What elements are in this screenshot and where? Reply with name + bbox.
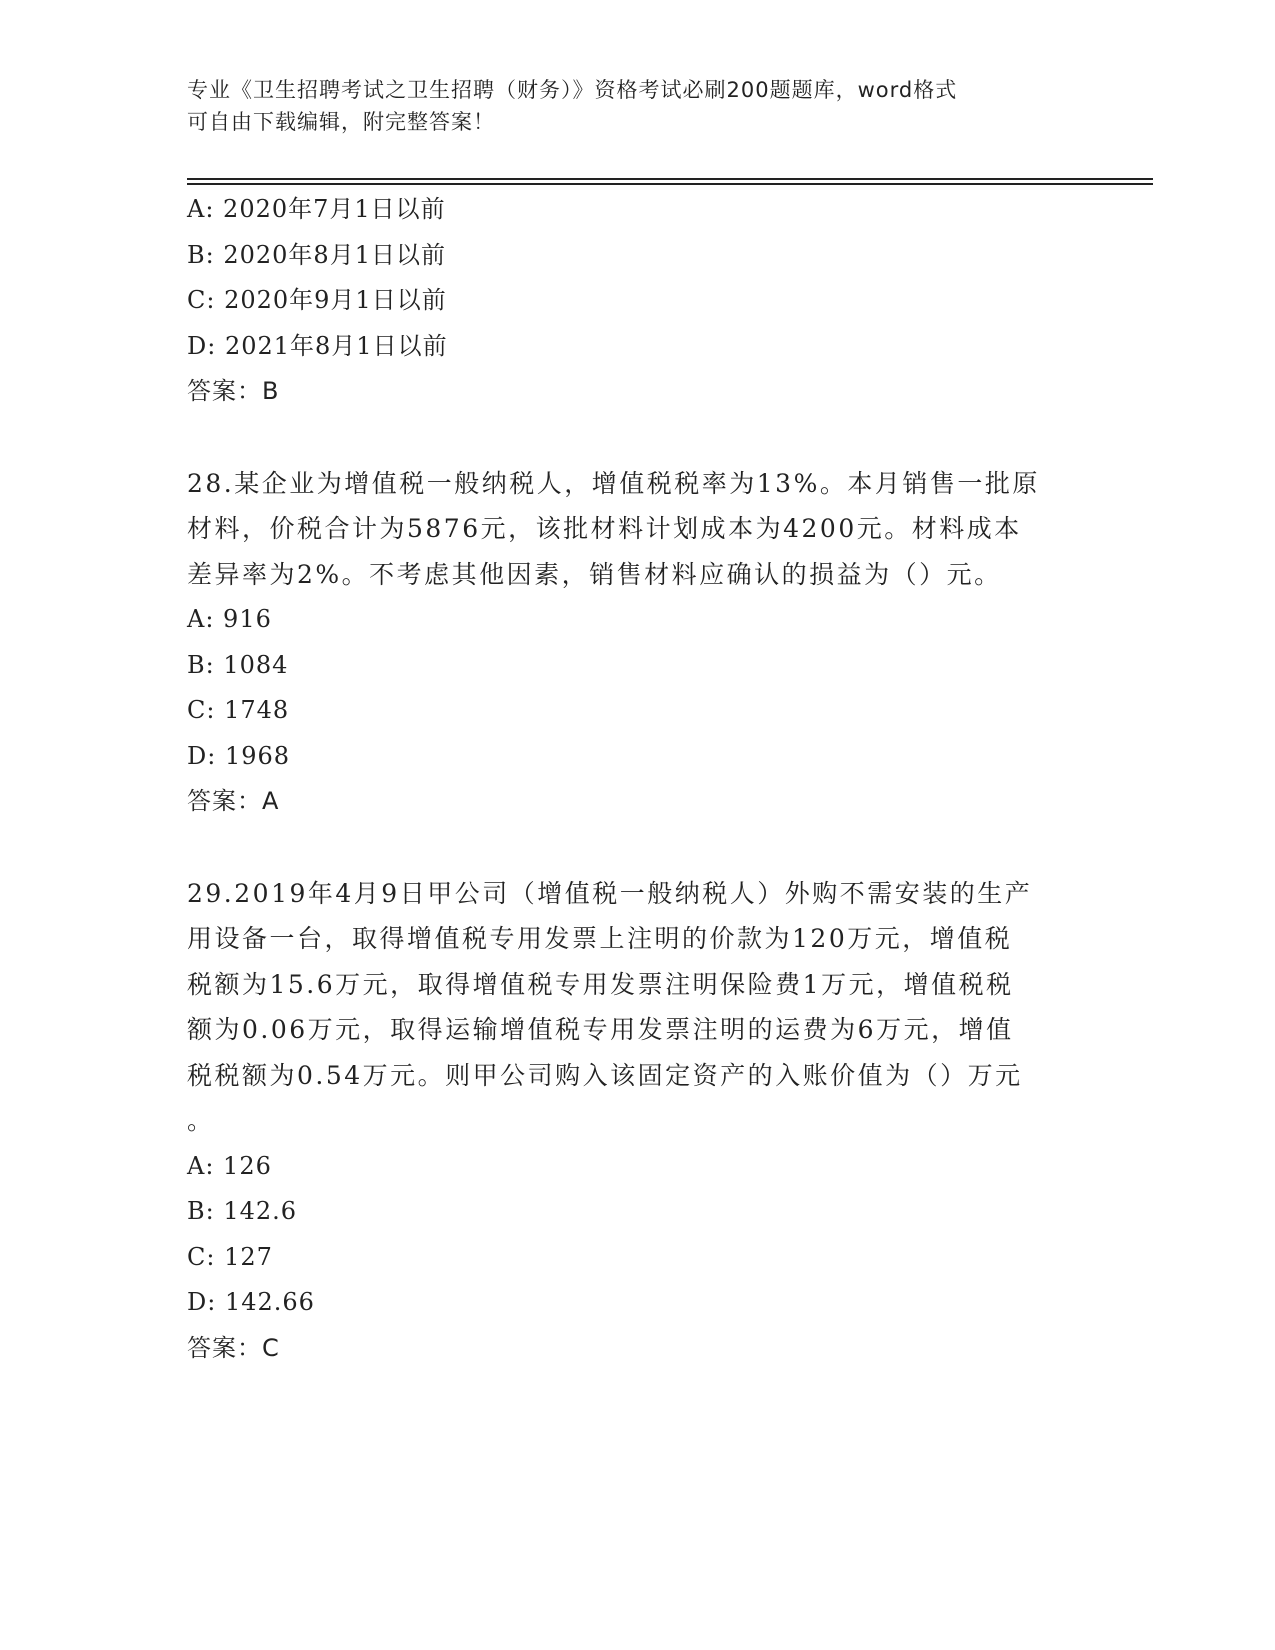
q28-text-line-3: 差异率为2%。不考虑其他因素，销售材料应确认的损益为（）元。: [187, 559, 1002, 589]
q29-text-line-1: 29.2019年4月9日甲公司（增值税一般纳税人）外购不需安装的生产: [187, 878, 1033, 908]
q29-option-c: C: 127: [187, 1242, 273, 1271]
q28-option-b: B: 1084: [187, 650, 289, 679]
q28-option-a: A: 916: [187, 605, 272, 633]
q29-text-line-2: 用设备一台，取得增值税专用发票上注明的价款为120万元，增值税: [187, 924, 1013, 953]
q27-answer: 答案：B: [187, 377, 280, 405]
spacer: [187, 415, 1087, 461]
q29-text-line-5: 税税额为0.54万元。则甲公司购入该固定资产的入账价值为（）万元: [187, 1060, 1023, 1090]
q28-option-d: D: 1968: [187, 741, 291, 770]
q27-option-c: C: 2020年9月1日以前: [187, 286, 447, 314]
header-title-line-1: 专业《卫生招聘考试之卫生招聘（财务）》资格考试必刷200题题库，word格式: [187, 78, 958, 102]
q27-option-a: A: 2020年7月1日以前: [187, 195, 446, 223]
question-28: [187, 461, 1087, 825]
q29-text-line-3: 税额为15.6万元，取得增值税专用发票注明保险费1万元，增值税税: [187, 969, 1014, 999]
q29-option-a: A: 126: [187, 1151, 272, 1180]
q27-option-b: B: 2020年8月1日以前: [187, 240, 446, 269]
q29-answer: 答案：C: [187, 1333, 280, 1362]
header-title-line-2: 可自由下载编辑，附完整答案！: [187, 110, 495, 134]
q27-option-d: D: 2021年8月1日以前: [187, 331, 448, 360]
q28-answer: 答案：A: [187, 787, 280, 815]
q28-option-c: C: 1748: [187, 696, 290, 724]
q28-text-line-1: 28.某企业为增值税一般纳税人，增值税税率为13%。本月销售一批原: [187, 468, 1040, 498]
q29-option-b: B: 142.6: [187, 1197, 298, 1225]
spacer: [187, 825, 1087, 871]
q29-option-d: D: 142.66: [187, 1288, 315, 1316]
q29-text-line-6: 。: [187, 1106, 215, 1135]
question-27: [187, 187, 1087, 415]
header-divider-top: [187, 178, 1153, 180]
q29-text-line-4: 额为0.06万元，取得运输增值税专用发票注明的运费为6万元，增值: [187, 1015, 1014, 1044]
question-content: [187, 187, 1087, 1371]
header-divider-bottom: [187, 183, 1153, 185]
document-header: [187, 74, 1087, 138]
q28-text-line-2: 材料，价税合计为5876元，该批材料计划成本为4200元。材料成本: [187, 514, 1022, 543]
question-29: [187, 871, 1087, 1372]
